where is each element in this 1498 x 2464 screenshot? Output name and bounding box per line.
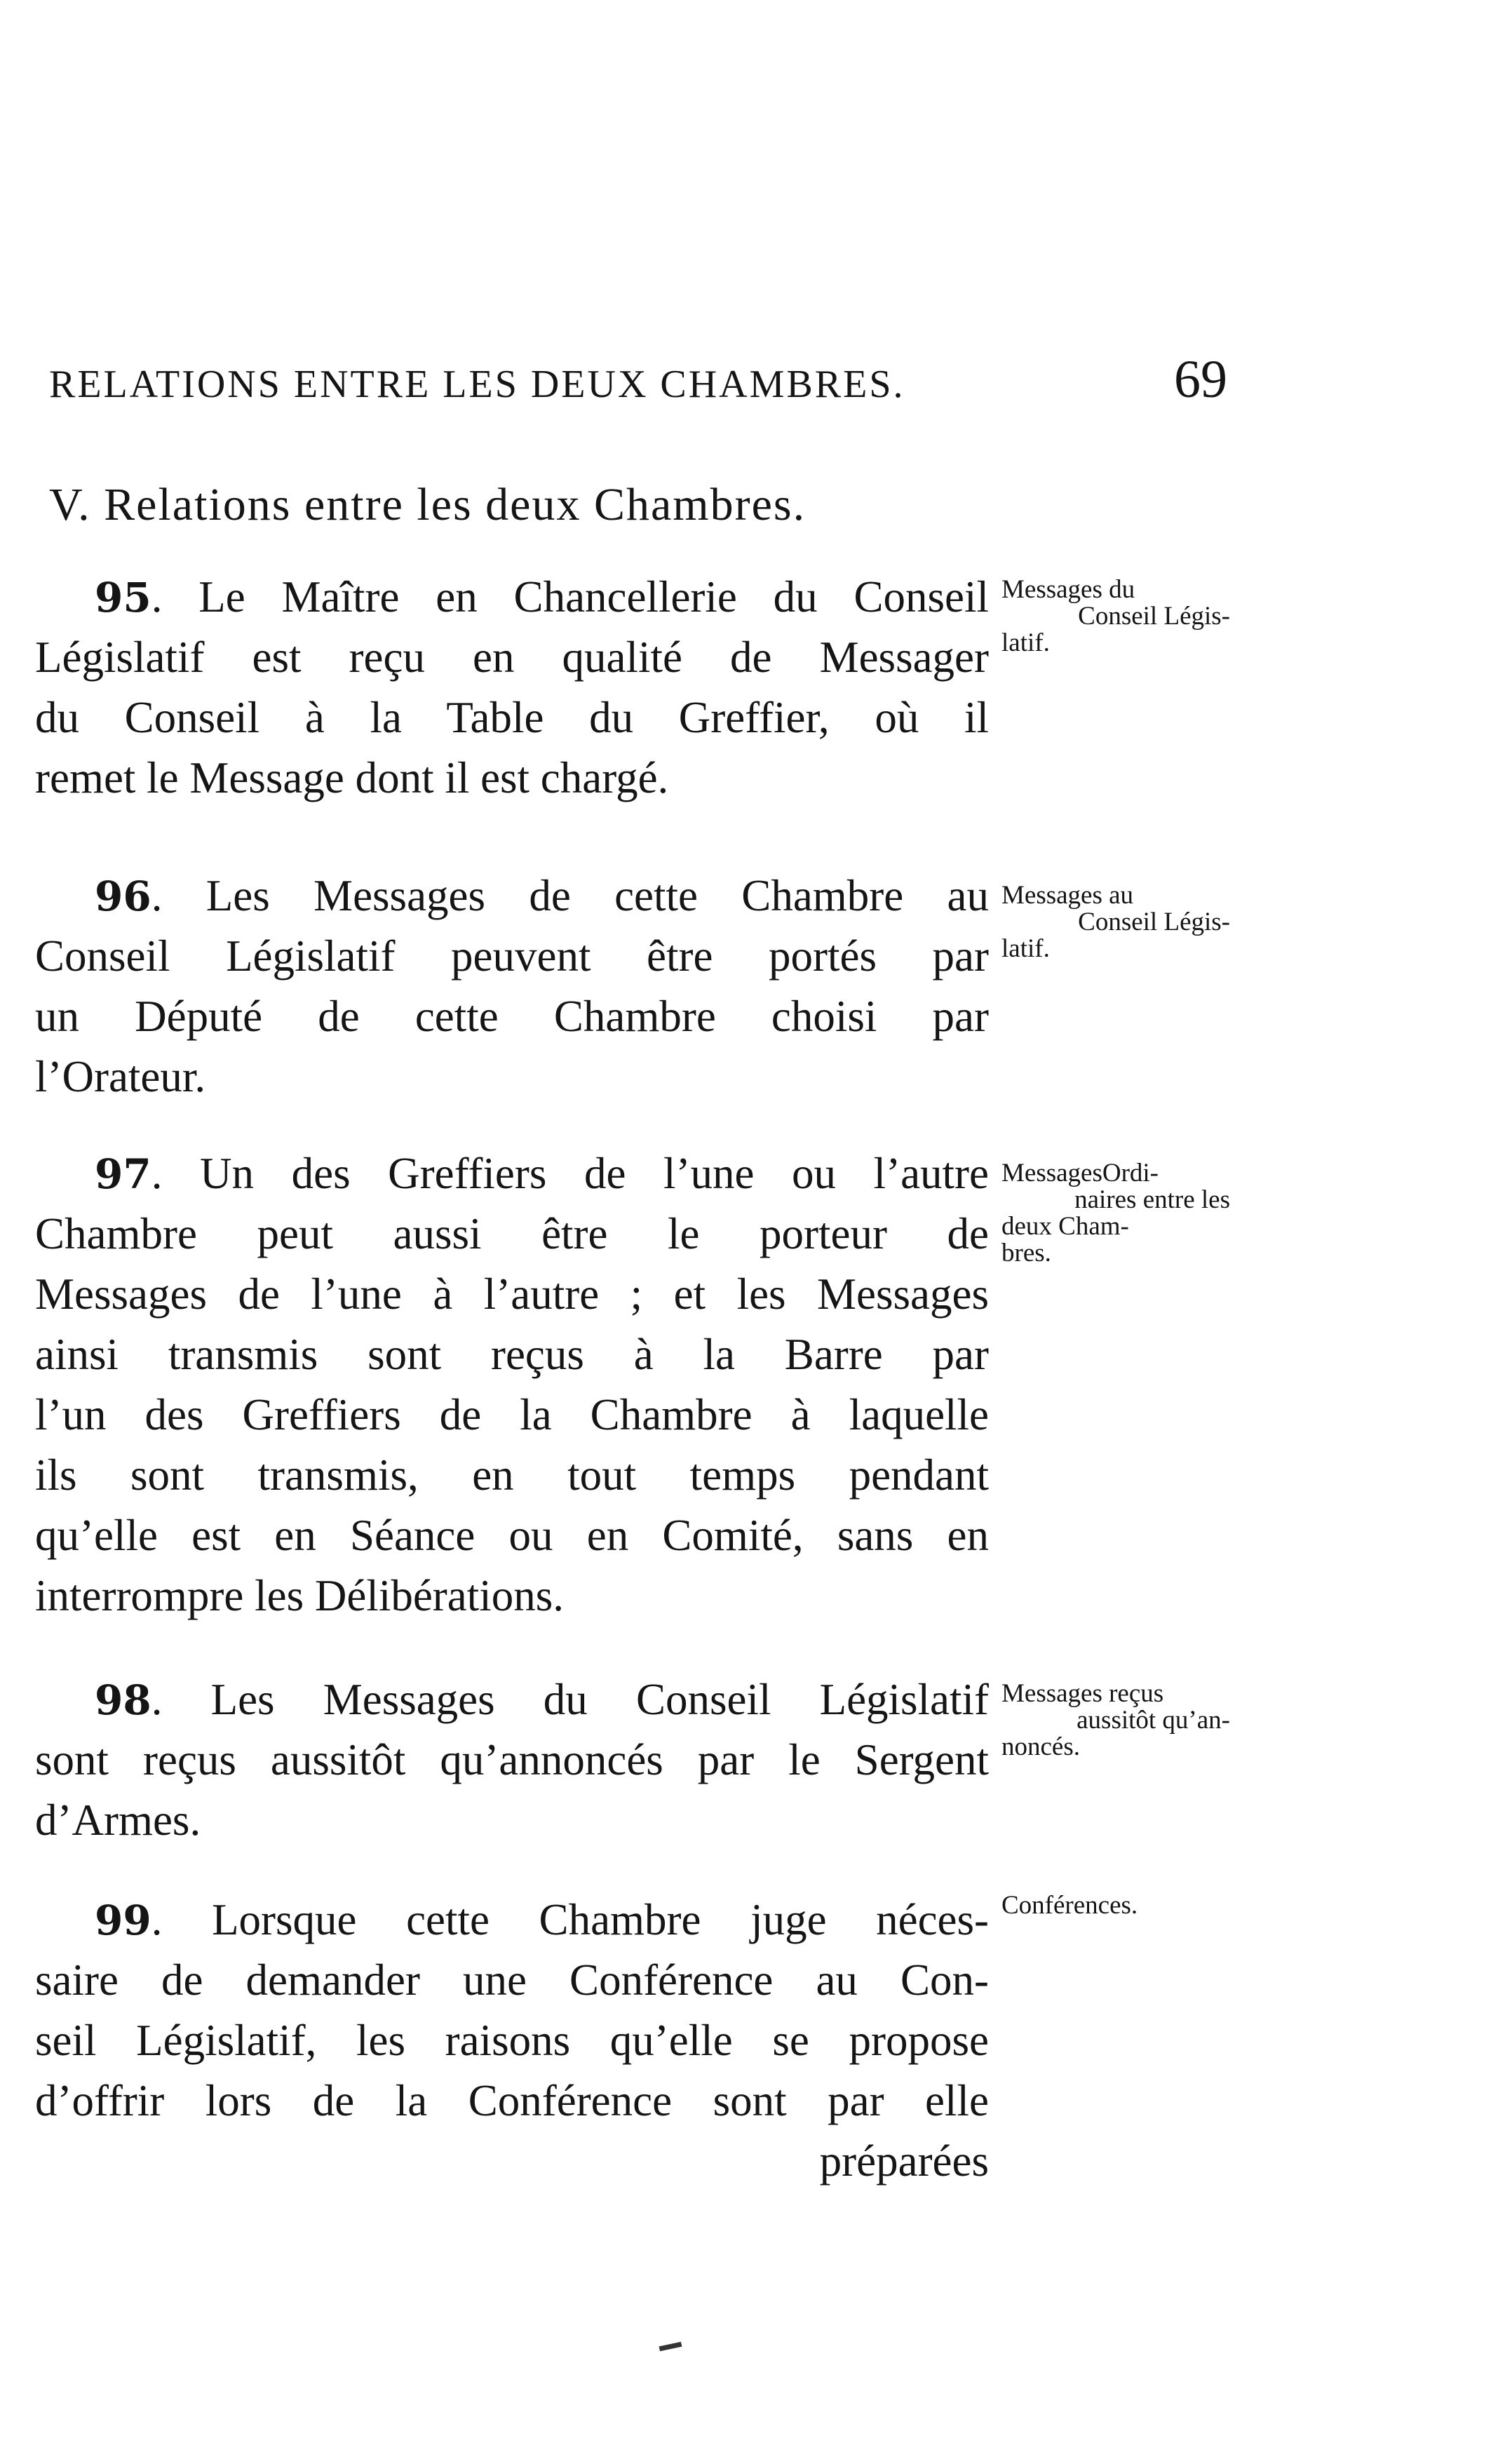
running-title: RELATIONS ENTRE LES DEUX CHAMBRES. (49, 363, 905, 406)
article-line: l’Orateur. (35, 1052, 206, 1101)
article-number: 95 (95, 574, 151, 621)
article-line: remet le Message dont il est chargé. (35, 753, 669, 802)
article-line: seil Législatif, les raisons qu’elle se propose (35, 2016, 989, 2065)
page-number: 69 (1174, 350, 1227, 409)
article-line: l’un des Greffiers de la Chambre à laquelle (35, 1390, 989, 1439)
article-line: saire de demander une Conférence au Con- (35, 1955, 989, 2005)
article-line: ainsi transmis sont reçus à la Barre par (35, 1330, 989, 1379)
article-first-line: 98. Les Messages du Conseil Législatif (95, 1675, 990, 1724)
article-line: qu’elle est en Séance ou en Comité, sans en (35, 1511, 989, 1560)
margin-note-99: Conférences. (1001, 1891, 1138, 1920)
article-line: interrompre les Délibérations. (35, 1571, 565, 1620)
article-line: un Député de cette Chambre choisi par (35, 992, 989, 1041)
article-99 (35, 1890, 989, 2191)
article-line: d’offrir lors de la Conférence sont par elle (35, 2076, 989, 2125)
margin-note-98: Messages reçus aussitôt qu’an- noncés. (1001, 1679, 1230, 1761)
article-line: Législatif est reçu en qualité de Messager (35, 633, 989, 682)
article-line: sont reçus aussitôt qu’annoncés par le Sergent (35, 1735, 989, 1784)
article-first-line: 95. Le Maître en Chancellerie du Conseil (95, 572, 989, 621)
article-line: ils sont transmis, en tout temps pendant (35, 1450, 989, 1500)
margin-note-95: Messages du Conseil Légis- latif. (1001, 575, 1230, 657)
article-number: 98 (95, 1676, 151, 1724)
article-line: Conseil Législatif peuvent être portés par (35, 931, 989, 981)
article-number: 97 (95, 1150, 151, 1198)
article-96 (35, 866, 989, 1107)
article-line: Messages de l’une à l’autre ; et les Messages (35, 1270, 989, 1319)
article-line: du Conseil à la Table du Greffier, où il (35, 693, 989, 742)
article-first-line: 99. Lorsque cette Chambre juge néces- (95, 1895, 990, 1944)
print-speck (659, 2342, 682, 2352)
article-first-line: 96. Les Messages de cette Chambre au (95, 871, 989, 920)
article-95 (35, 567, 989, 808)
article-number: 99 (95, 1897, 151, 1944)
running-head (49, 349, 1241, 409)
article-line: Chambre peut aussi être le porteur de (35, 1209, 989, 1258)
article-first-line: 97. Un des Greffiers de l’une ou l’autre (95, 1149, 989, 1198)
catchword: préparées (819, 2136, 989, 2186)
margin-note-96: Messages au Conseil Légis- latif. (1001, 881, 1230, 963)
margin-note-97: MessagesOrdi- naires entre les deux Cham- bres. (1001, 1159, 1230, 1267)
article-98 (35, 1669, 989, 1850)
article-97 (35, 1143, 989, 1626)
article-line: d’Armes. (35, 1796, 201, 1845)
section-heading: V. Relations entre les deux Chambres. (49, 479, 807, 530)
article-number: 96 (95, 873, 151, 920)
